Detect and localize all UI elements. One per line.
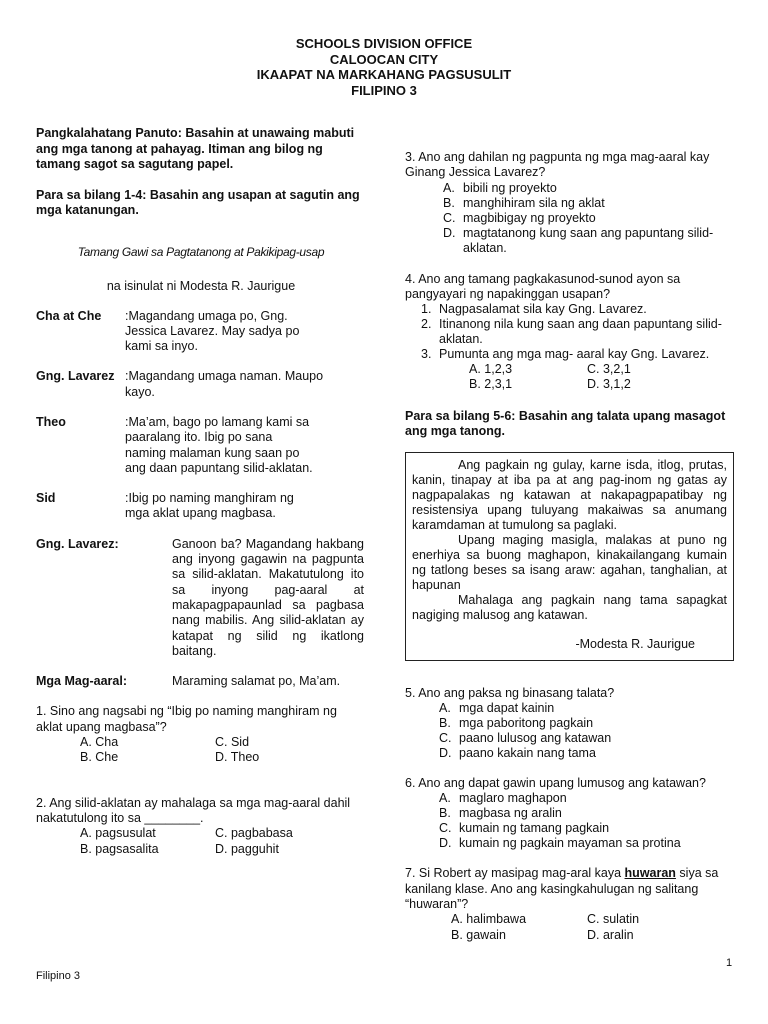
answer-option: D. Theo [215,750,260,765]
option-letter: A. [439,701,451,716]
dialogue-line [36,415,366,476]
passage-paragraph: Mahalaga ang pagkain nang tama sapagkat nagiging malusog ang katawan. [412,592,727,622]
header-line-1: SCHOOLS DIVISION OFFICE [295,36,473,51]
dialogue-text: Maraming salamat po, Ma’am. [172,674,341,689]
option-text: paano kakain nang tama [459,746,596,761]
dialogue-speaker: Mga Mag-aaral: [36,674,127,689]
dialogue-speaker: Gng. Lavarez: [36,536,119,551]
right-column [405,150,735,943]
answer-option [429,821,735,836]
option-text: manghihiram sila ng aklat [463,195,605,210]
underlined-word: huwaran [624,866,676,881]
answer-option [429,716,735,731]
question-6 [405,776,735,851]
answer-options [80,735,366,766]
question-3 [405,150,735,256]
option-letter: C. [439,821,452,836]
question-text: 2. Ang silid-aklatan ay mahalaga sa mga mag-aaral dahil nakatutulong ito sa ________. [36,795,351,825]
item-number: 2. [421,317,432,332]
footer-subject: Filipino 3 [36,970,81,982]
dialogue-text: :Magandang umaga naman. Maupo kayo. [125,369,324,399]
dialogue-line [36,491,366,522]
answer-option [429,836,735,851]
option-letter: B. [443,195,455,210]
item-text: Nagpasalamat sila kay Gng. Lavarez. [439,302,647,317]
question-text: 6. Ano ang dapat gawin upang lumusog ang katawan? [405,776,706,791]
dialogue-speaker: Theo [36,414,66,429]
answer-options [451,912,735,943]
passage-signature: -Modesta R. Jaurigue [575,636,695,651]
option-text: kumain ng tamang pagkain [459,821,610,836]
answer-option [429,746,735,761]
option-text: magbibigay ng proyekto [463,210,596,225]
general-instruction: Pangkalahatang Panuto: Basahin at unawaing mabuti ang mga tanong at pahayag. Itiman ang bilog ng tamang sagot sa sagutang papel. [36,126,355,171]
dialogue-text: :Magandang umaga po, Gng. Jessica Lavarez. May sadya po kami sa inyo. [125,308,300,354]
item-number: 1. [421,302,432,317]
option-letter: B. [439,716,451,731]
question-2 [36,796,366,857]
question-7 [405,866,735,942]
option-letter: C. [443,210,456,225]
option-text: mga dapat kainin [459,701,555,716]
answer-options [429,701,735,761]
dialogue-text: :Ibig po naming manghiram ng mga aklat upang magbasa. [125,491,294,521]
answer-option [433,211,735,226]
question-text: 5. Ano ang paksa ng binasang talata? [405,685,615,700]
part1-instruction: Para sa bilang 1-4: Basahin ang usapan at sagutin ang mga katanungan. [36,187,360,217]
answer-option [429,791,735,806]
page-number: 1 [726,957,733,969]
event-list [419,302,735,362]
answer-option: A. 1,2,3 [469,362,513,377]
question-4 [405,272,735,393]
option-letter: B. [439,806,451,821]
answer-option [429,731,735,746]
answer-option: A. pagsusulat [80,826,156,841]
answer-option: D. aralin [587,927,634,942]
answer-option: B. gawain [451,927,506,942]
story-title: Tamang Gawi sa Pagtatanong at Pakikipag-usap [77,244,325,259]
option-letter: C. [439,731,452,746]
option-letter: A. [439,791,451,806]
question-text: 1. Sino ang nagsabi ng “Ibig po naming manghiram ng aklat upang magbasa”? [36,704,337,734]
dialogue-line [36,537,366,659]
answer-option [429,701,735,716]
dialogue-line [36,309,366,355]
question-text: 4. Ano ang tamang pagkakasunod-sunod ayon sa pangyayari ng napakinggan usapan? [405,271,681,301]
dialogue-line [36,674,366,689]
option-letter: D. [439,836,452,851]
answer-option: C. pagbabasa [215,826,293,841]
answer-option: D. 3,1,2 [587,377,631,392]
dialogue-speaker: Gng. Lavarez [36,369,115,384]
passage-paragraph: Ang pagkain ng gulay, karne isda, itlog, prutas, kanin, tinapay at iba pa at ang pag-inom ng gatas ay nagpapalakas ng katawan at nakapagpapatibay ng resistensiya upang tuluyang makaiwas sa anumang karamdaman at tumulong sa paglaki. [412,457,727,532]
answer-option [433,226,725,256]
item-number: 3. [421,347,432,362]
answer-option: C. 3,2,1 [587,362,631,377]
answer-options [429,791,735,851]
item-text: Itinanong nila kung saan ang daan papuntang silid-aklatan. [439,317,722,347]
question-text-end: siya sa kanilang klase. Ano ang kasingkahulugan ng salitang “huwaran”? [405,866,719,911]
dialogue-line [36,369,366,400]
passage-paragraph: Upang maging masigla, malakas at puno ng enerhiya sa buong maghapon, kinakailangang kumain ng tatlong beses sa isang araw: agahan, tanghalian, at hapunan [412,532,727,592]
option-text: bibili ng proyekto [463,180,557,195]
answer-option: D. pagguhit [215,841,279,856]
option-text: maglaro maghapon [459,791,567,806]
header-line-3: IKAAPAT NA MARKAHANG PAGSUSULIT [256,67,512,82]
answer-option [433,196,735,211]
header-line-2: CALOOCAN CITY [329,51,439,67]
option-text: kumain ng pagkain mayaman sa protina [459,836,681,851]
option-letter: D. [439,746,452,761]
option-text: paano lulusog ang katawan [459,731,612,746]
question-text: 3. Ano ang dahilan ng pagpunta ng mga mag-aaral kay Ginang Jessica Lavarez? [405,150,710,180]
reading-passage-box [405,452,734,661]
dialogue-speaker: Sid [36,491,56,506]
option-text: mga paboritong pagkain [459,716,594,731]
event-item [419,317,739,347]
answer-option [429,806,735,821]
answer-options [469,362,735,393]
document-header [0,36,768,98]
event-item [419,302,735,317]
answer-option: A. halimbawa [451,912,527,927]
part2-instruction: Para sa bilang 5-6: Basahin ang talata upang masagot ang mga tanong. [405,408,726,439]
item-text: Pumunta ang mga mag- aaral kay Gng. Lavarez. [439,347,710,362]
left-column [36,126,366,857]
answer-option: B. Che [80,750,119,765]
dialogue-text: Ganoon ba? Magandang hakbang ang inyong gagawin na pagpunta sa silid-aklatan. Makatutulong ito sa inyong pag-aaral at makapagpapaunlad sa pagbasa nang mabilis. Ang silid-aklatan ay katapat ng silid ng ikatlong baitang. [172,536,364,658]
answer-option: C. sulatin [587,912,640,927]
option-letter: A. [443,180,455,195]
answer-option: B. 2,3,1 [469,377,513,392]
dialogue-speaker: Cha at Che [36,308,102,323]
option-text: magtatanong kung saan ang papuntang silid-aklatan. [463,225,714,255]
answer-option: A. Cha [80,735,119,750]
question-5 [405,686,735,761]
header-line-4: FILIPINO 3 [351,82,417,98]
answer-options [80,826,366,857]
question-text-start: 7. Si Robert ay masipag mag-aral kaya [405,866,625,881]
event-item [419,347,735,362]
answer-option: B. pagsasalita [80,841,159,856]
option-text: magbasa ng aralin [459,806,562,821]
question-text [405,866,735,912]
option-letter: D. [443,225,456,240]
story-author: na isinulat ni Modesta R. Jaurigue [106,278,296,293]
answer-option [433,181,735,196]
answer-options [433,181,735,256]
dialogue-text: :Ma’am, bago po lamang kami sa paaralang ito. Ibig po sana naming malaman kung saan po ang daan papuntang silid-aklatan. [125,414,313,475]
question-1 [36,704,366,765]
answer-option: C. Sid [215,735,250,750]
